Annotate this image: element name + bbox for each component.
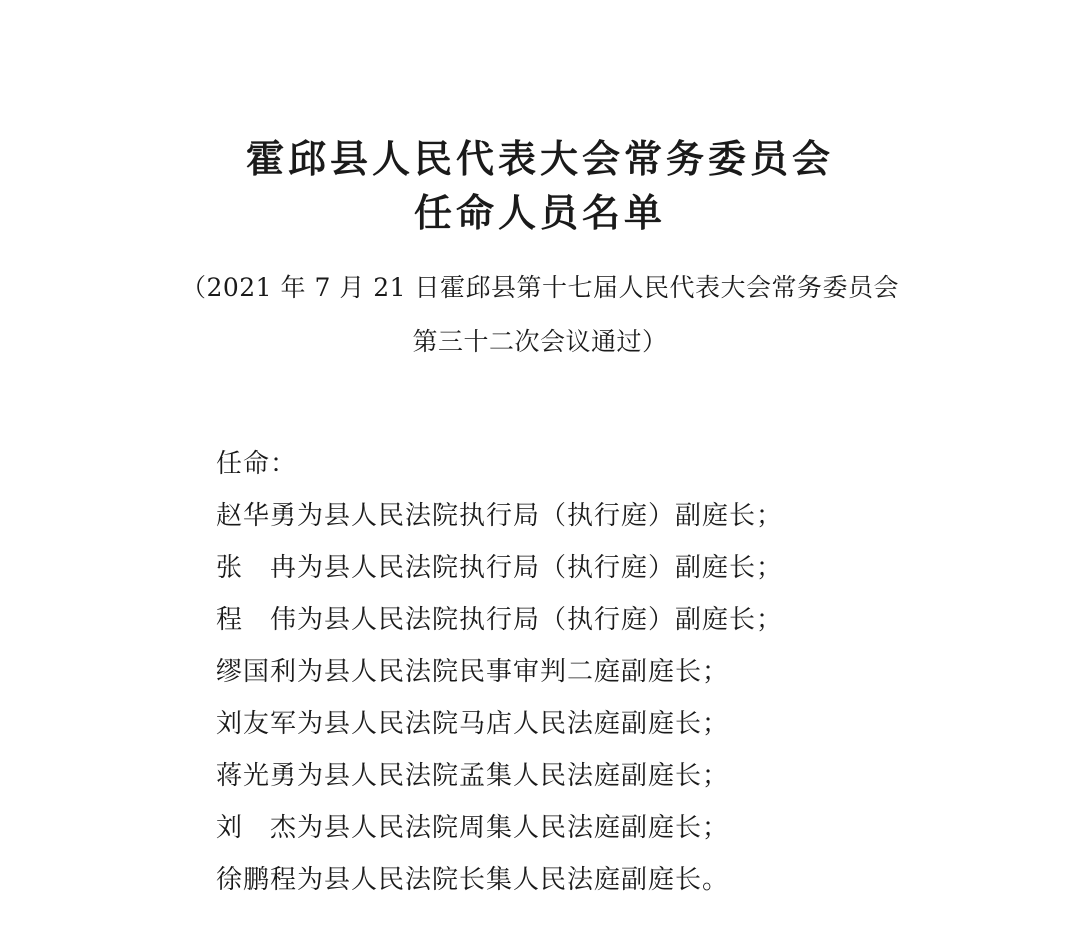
appointment-item: 刘 杰为县人民法院周集人民法庭副庭长； xyxy=(216,813,730,843)
appointment-item: 蒋光勇为县人民法院孟集人民法庭副庭长； xyxy=(216,761,730,791)
appointment-item: 缪国利为县人民法院民事审判二庭副庭长； xyxy=(216,657,730,687)
appointment-item: 程 伟为县人民法院执行局（执行庭）副庭长； xyxy=(216,605,784,635)
document-subtitle-line-2: 第三十二次会议通过） xyxy=(412,327,668,356)
document-title-line-2: 任命人员名单 xyxy=(413,191,666,235)
appointment-item: 刘友军为县人民法院马店人民法庭副庭长； xyxy=(216,709,730,739)
appointment-list xyxy=(216,448,783,916)
section-label: 任命： xyxy=(216,449,298,479)
document-subtitle-line-1: （2021 年 7 月 21 日霍邱县第十七届人民代表大会常务委员会 xyxy=(180,273,900,302)
document-title-line-1: 霍邱县人民代表大会常务委员会 xyxy=(245,137,834,181)
appointment-item: 徐鹏程为县人民法院长集人民法庭副庭长。 xyxy=(216,865,730,895)
appointment-item: 赵华勇为县人民法院执行局（执行庭）副庭长； xyxy=(216,501,784,531)
appointment-item: 张 冉为县人民法院执行局（执行庭）副庭长； xyxy=(216,553,784,583)
